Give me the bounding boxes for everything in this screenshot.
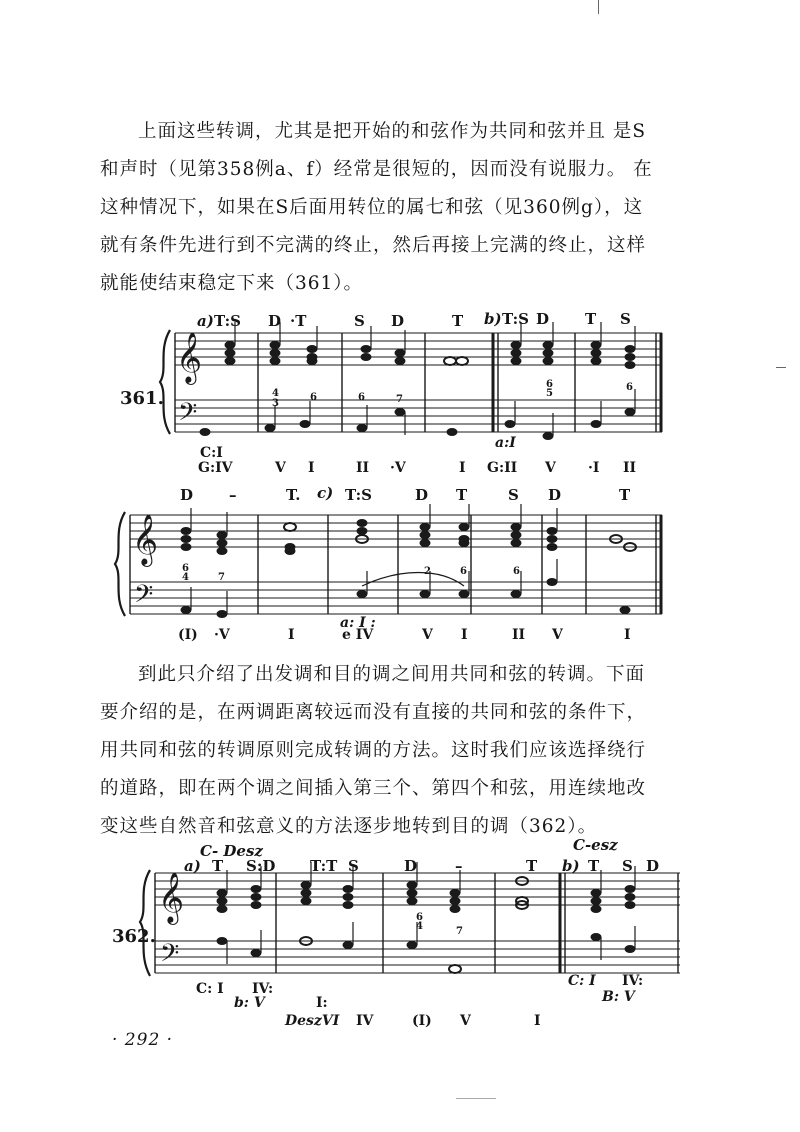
roman-numerals-361-row2 [178, 615, 631, 643]
score-361-svg [0, 300, 800, 650]
noteheads-361-row1 [200, 341, 636, 440]
figure: 4 [182, 572, 189, 583]
music-example-362 [0, 838, 800, 1038]
text-line: 就有条件先进行到不完满的终止，然后再接上完满的终止，这样 [100, 235, 647, 256]
tie-arc [362, 573, 464, 587]
figure: 6 [546, 379, 553, 390]
function-labels-361-row1 [197, 310, 631, 330]
label-t: T [585, 310, 597, 328]
numeral: II [356, 460, 370, 476]
key-label: DeszVI [285, 1013, 340, 1029]
label-d: D [391, 312, 405, 330]
numeral: II [623, 460, 637, 476]
numeral: I [461, 627, 468, 643]
text-line: 上面这些转调，尤其是把开始的和弦作为共同和弦并且 是S [138, 121, 647, 142]
example-number: 362. [112, 926, 156, 947]
numeral: G:II [487, 460, 518, 476]
brace-361-row1 [160, 330, 170, 434]
label-t: T. [286, 486, 301, 504]
label-t: T [456, 486, 468, 504]
numeral: IV: [252, 981, 274, 997]
numeral: I [288, 627, 295, 643]
numeral: V [545, 460, 556, 476]
label-s: S [354, 312, 365, 330]
figures-362 [416, 912, 463, 937]
key-label: a: I : [340, 615, 376, 631]
figure: 4 [416, 921, 423, 932]
figure: 7 [456, 926, 463, 937]
label-s: S [620, 310, 631, 328]
label-s: S [348, 857, 359, 875]
text-line: 就能使结束稳定下来（361）。 [100, 273, 364, 294]
text-line: 的道路，即在两个调之间插入第三个、第四个和弦，用连续地改 [100, 778, 647, 799]
brace-361-row2 [115, 512, 125, 616]
figure: 6 [358, 392, 365, 403]
text-line: 到此只介绍了出发调和目的调之间用共同和弦的转调。下面 [138, 664, 646, 685]
numeral: (I) [412, 1013, 432, 1029]
key-label: C:I [200, 445, 223, 461]
numeral: V [552, 627, 563, 643]
label-d: D [548, 486, 562, 504]
key-change-label: C- Desz [200, 842, 263, 860]
figures-361-row1 [272, 379, 633, 409]
numeral: ·V [390, 460, 406, 476]
function-labels-362 [184, 838, 659, 875]
label-b: b) [562, 857, 580, 875]
label-t: T [452, 312, 464, 330]
figure: 2 [424, 566, 431, 577]
figure: 6 [182, 563, 189, 574]
example-number: 361. [120, 388, 164, 409]
brace-362 [140, 870, 150, 976]
music-example-361 [0, 300, 800, 650]
numeral: ·I [588, 460, 600, 476]
label-s: S [508, 486, 519, 504]
bass-clef-icon: 𝄢 [178, 398, 198, 433]
page-number: · 292 · [112, 1030, 174, 1050]
treble-clef-icon: 𝄞 [176, 332, 203, 383]
numeral: (I) [178, 627, 198, 643]
figure: 7 [396, 394, 403, 405]
roman-numerals-362 [196, 973, 643, 1029]
function-labels-361-row2 [180, 484, 631, 504]
label-d: D [646, 857, 660, 875]
numeral: V [460, 1013, 471, 1029]
top-edge-mark [598, 0, 599, 14]
barlines-361-row1 [175, 333, 661, 432]
paragraph-1 [100, 113, 690, 303]
figure: 7 [218, 572, 225, 583]
key-label: a:I [495, 435, 516, 451]
label-t: T [212, 857, 224, 875]
label-d: D [415, 486, 429, 504]
text-line: 这种情况下，如果在S后面用转位的属七和弦（见360例g），这 [100, 197, 644, 218]
numeral: I [534, 1013, 541, 1029]
treble-clef-icon: 𝄞 [158, 872, 185, 923]
key-label: b: V [234, 995, 265, 1011]
label-d: D [268, 312, 282, 330]
label-t: T [588, 857, 600, 875]
text-line: 要介绍的是，在两调距离较远而没有直接的共同和弦的条件下， [100, 702, 647, 723]
label-b: b) [484, 310, 502, 328]
bottom-edge-mark [456, 1098, 496, 1099]
noteheads-362 [217, 877, 636, 973]
numeral: G:IV [198, 460, 233, 476]
numeral: e IV [342, 627, 374, 643]
key-change-label: C-esz [573, 838, 618, 854]
label-dash: – [229, 486, 237, 504]
figure: 5 [546, 388, 553, 399]
figure: 6 [460, 566, 467, 577]
numeral: I: [316, 995, 328, 1011]
paragraph-2 [100, 656, 690, 846]
label-a: a) [197, 312, 214, 330]
numeral: IV [356, 1013, 374, 1029]
key-label: B: V [602, 989, 635, 1005]
label-c: c) [317, 484, 334, 502]
label-d: D [536, 310, 550, 328]
numeral: IV: [622, 973, 644, 989]
label-dash: – [455, 857, 463, 875]
key-label: C: I [196, 981, 224, 997]
text-line: 和声时（见第358例a、f）经常是很短的，因而没有说服力。 在 [100, 159, 653, 180]
noteheads-361-row2 [181, 519, 637, 618]
score-362-svg [0, 838, 800, 1038]
bass-clef-icon: 𝄢 [134, 580, 154, 615]
numeral: II [512, 627, 526, 643]
figure: 6 [513, 566, 520, 577]
label-ts: T:S [345, 486, 372, 504]
label-t: T [526, 857, 538, 875]
label-tt: T:T [310, 857, 338, 875]
numeral: V [275, 460, 286, 476]
label-ts: T:S [502, 310, 529, 328]
figure: 3 [272, 398, 279, 409]
treble-clef-icon: 𝄞 [132, 514, 159, 565]
text-line: 变这些自然音和弦意义的方法逐步地转到目的调（362）。 [100, 816, 598, 837]
label-t: ·T [290, 312, 307, 330]
staff-lines-361-row2 [130, 515, 662, 614]
label-d: D [180, 486, 194, 504]
numeral: I [308, 460, 315, 476]
figure: 6 [310, 392, 317, 403]
numeral: I [624, 627, 631, 643]
label-d: D [404, 857, 418, 875]
barlines-361-row2 [130, 515, 661, 614]
label-a: a) [184, 857, 201, 875]
roman-numerals-361-row1 [198, 435, 636, 476]
key-label: C: I [568, 973, 596, 989]
numeral: ·V [214, 627, 230, 643]
text-line: 用共同和弦的转调原则完成转调的方法。这时我们应该选择绕行 [100, 740, 647, 761]
figure: 6 [626, 382, 633, 393]
figure: 6 [416, 912, 423, 923]
staff-lines-361-row1 [175, 333, 662, 432]
label-sd: S:D [246, 857, 276, 875]
bass-clef-icon: 𝄢 [160, 939, 180, 974]
numeral: V [422, 627, 433, 643]
label-ts: T:S [214, 312, 241, 330]
label-s: S [622, 857, 633, 875]
numeral: I [459, 460, 466, 476]
figure: 4 [272, 388, 279, 399]
label-t: T [619, 486, 631, 504]
